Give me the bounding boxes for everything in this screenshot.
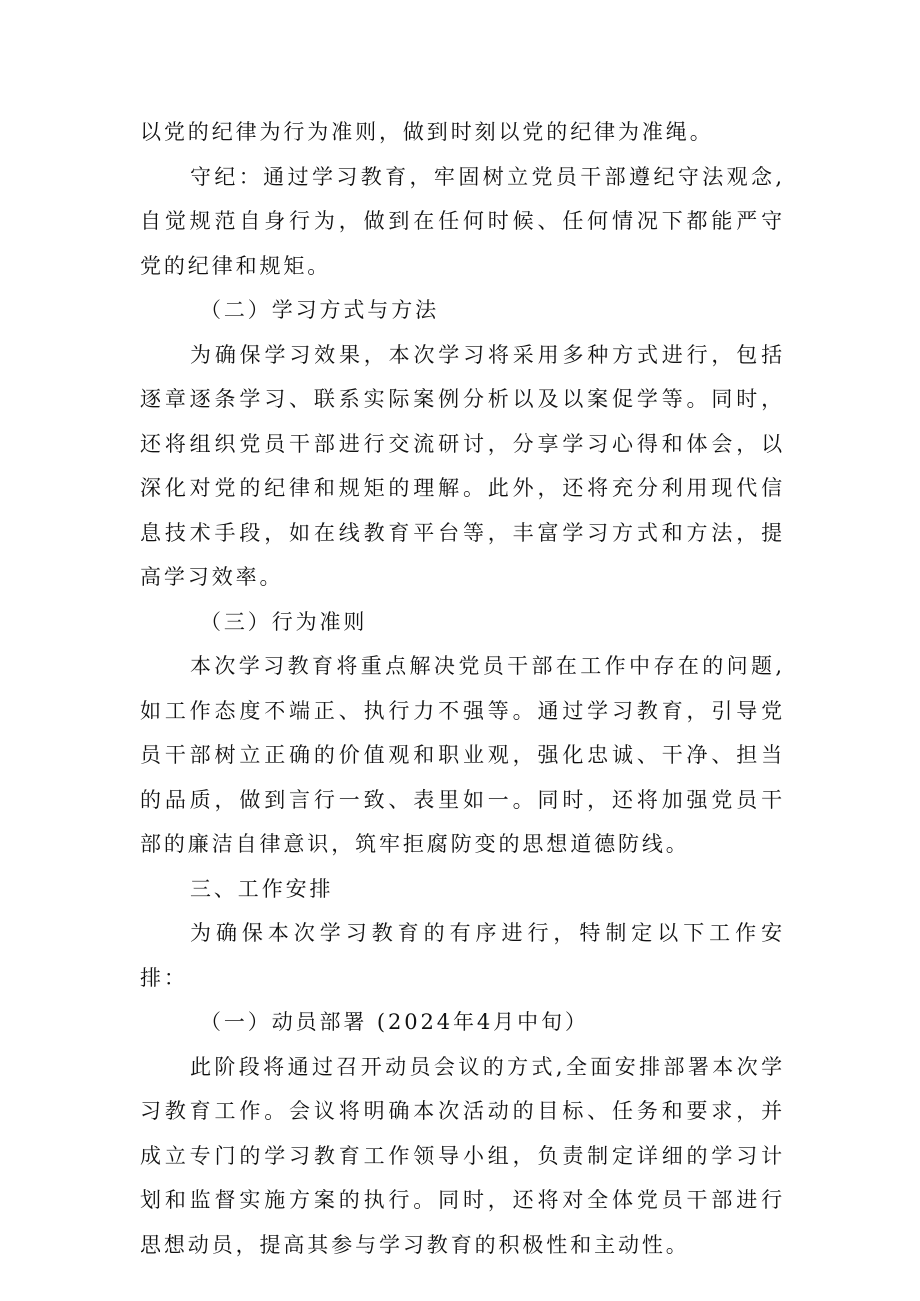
paragraph-work-arrangement-intro: 为确保本次学习教育的有序进行，特制定以下工作安排：: [140, 921, 785, 990]
section-heading-code-of-conduct: （三）行为准则: [200, 609, 368, 634]
section-heading-mobilization: （一）动员部署 (2024年4月中旬）: [200, 1010, 589, 1034]
section-heading-learning-methods: （二）学习方式与方法: [200, 298, 439, 322]
document-body: [140, 110, 785, 1267]
paragraph-mobilization: 此阶段将通过召开动员会议的方式,全面安排部署本次学习教育工作。会议将明确本次活动的目标、任务和要求，并成立专门的学习教育工作领导小组，负责制定详细的学习计划和监督实施方案的执行。同时，还将对全体党员干部进行思想动员，提高其参与学习教育的积极性和主动性。: [140, 1054, 785, 1257]
paragraph-learning-methods: 为确保学习效果，本次学习将采用多种方式进行，包括逐章逐条学习、联系实际案例分析以及以案促学等。同时，还将组织党员干部进行交流研讨，分享学习心得和体会，以深化对党的纪律和规矩的理解。此外，还将充分利用现代信息技术手段，如在线教育平台等，丰富学习方式和方法，提高学习效率。: [140, 342, 785, 589]
paragraph-shouji: 守纪：通过学习教育，牢固树立党员干部遵纪守法观念,自觉规范自身行为，做到在任何时候、任何情况下都能严守党的纪律和规矩。: [140, 164, 785, 278]
paragraph-code-of-conduct: 本次学习教育将重点解决党员干部在工作中存在的问题,如工作态度不端正、执行力不强等。通过学习教育，引导党员干部树立正确的价值观和职业观，强化忠诚、干净、担当的品质，做到言行一致、表里如一。同时，还将加强党员干部的廉洁自律意识，筑牢拒腐防变的思想道德防线。: [140, 654, 785, 856]
section-heading-work-arrangement: 三、工作安排: [190, 876, 334, 901]
continuation-paragraph: 以党的纪律为行为准则，做到时刻以党的纪律为准绳。: [140, 120, 714, 144]
